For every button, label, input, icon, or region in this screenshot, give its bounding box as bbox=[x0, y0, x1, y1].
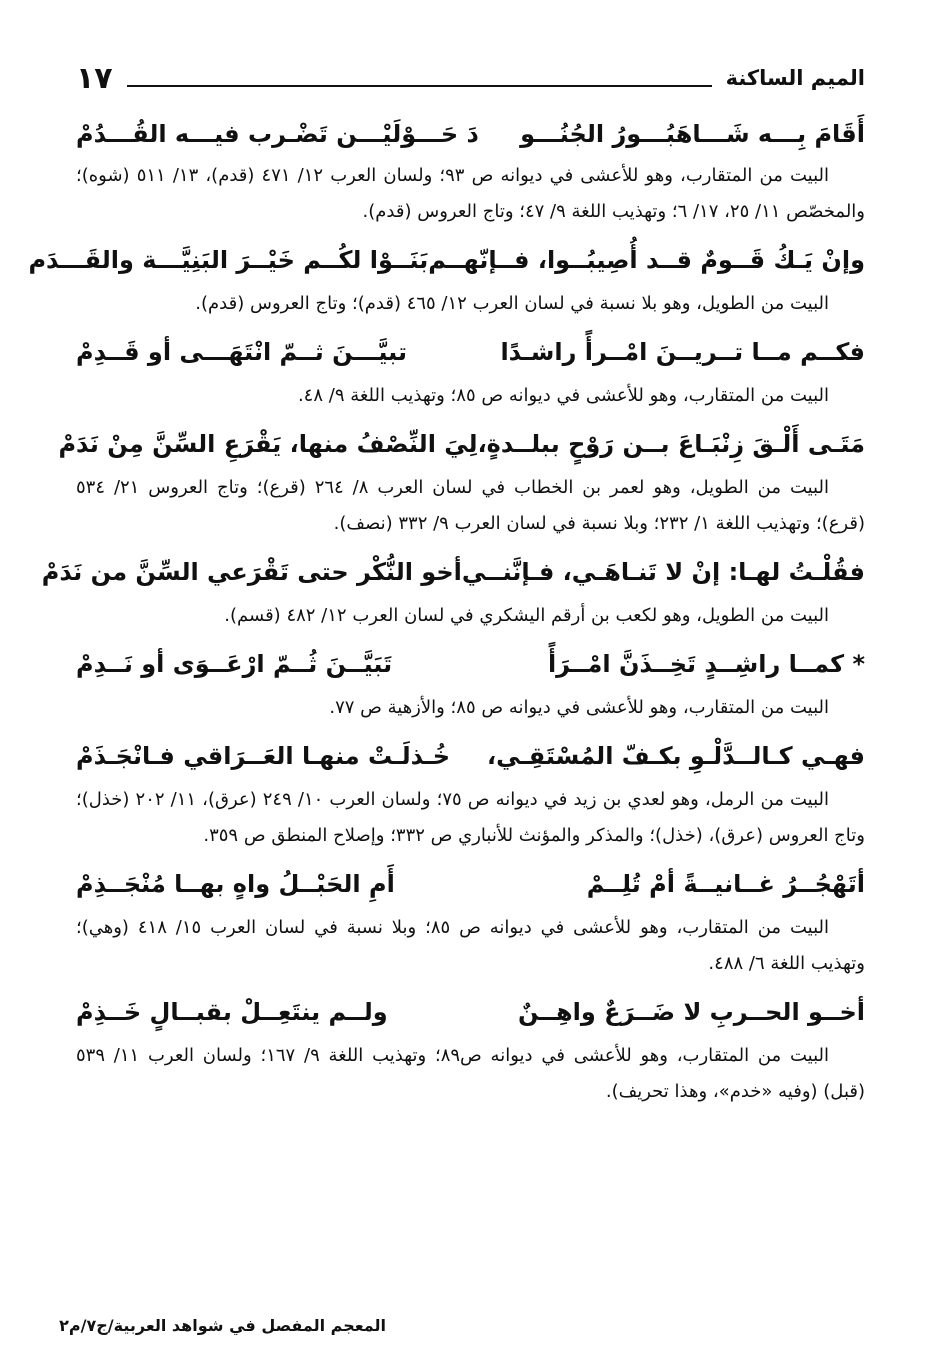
verse-entry-9 bbox=[76, 990, 865, 1110]
verse-line bbox=[76, 862, 865, 908]
verse-first-hemistich: * كمــا راشِــدٍ تَخِــذَنَّ امْــرَأً bbox=[547, 650, 865, 678]
verse-line bbox=[28, 238, 865, 284]
verse-note: البيت من الطويل، وهو لعمر بن الخطاب في لسان العرب ٨/ ٢٦٤ (قرع)؛ وتاج العروس ٢١/ ٥٣٤ (قرع)؛ وتهذيب اللغة ١/ ٢٣٢؛ وبلا نسبة في لسان العرب ٩/ ٣٣٢ (نصف). bbox=[76, 477, 865, 534]
verse-entry-3 bbox=[76, 330, 865, 414]
verse-first-hemistich: أخــو الحــربِ لا ضَــرَعٌ واهِــنٌ bbox=[518, 998, 865, 1026]
verse-line bbox=[76, 990, 865, 1036]
verse-note: البيت من المتقارب، وهو للأعشى في ديوانه ص٨٩؛ وتهذيب اللغة ٩/ ١٦٧؛ ولسان العرب ١١/ ٥٣٩ (قبل) (وفيه «خدم»، وهذا تحريف). bbox=[76, 1045, 865, 1102]
verse-first-hemistich: مَتَـى أَلْـقَ زِنْبَـاعَ بــن رَوْحٍ ببلــدةٍ، bbox=[477, 430, 865, 458]
page-number: ١٧ bbox=[76, 60, 113, 96]
verse-second-hemistich: أَمِ الحَبْــلُ واهٍ بهــا مُنْجَــذِمْ bbox=[76, 870, 395, 898]
verse-second-hemistich: بَنَــوْا لكُــم خَيْــرَ البَنِيَّـــة والقَـــدَم bbox=[28, 246, 429, 274]
verse-entry-7 bbox=[76, 734, 865, 854]
verse-line bbox=[76, 112, 865, 158]
verse-line bbox=[58, 422, 865, 468]
footer-signature: المعجم المفصل في شواهد العربية/ج٧/م٢ bbox=[59, 1316, 386, 1335]
verse-second-hemistich: تبيَّـــنَ ثــمّ انْتَهَـــى أو قَــدِمْ bbox=[76, 338, 407, 366]
verse-first-hemistich: أَقَامَ بِـــه شَـــاهَبُـــورُ الجُنُـــو bbox=[520, 120, 865, 148]
verse-second-hemistich: خُـذلَـتْ منهـا العَــرَاقي فـانْجَـذَمْ bbox=[76, 742, 451, 770]
verse-first-hemistich: فقُلْـتُ لهـا: إنْ لا تَنـاهَـي، فـإنَّنــي bbox=[461, 558, 865, 586]
verse-second-hemistich: دَ حَـــوْلَيْـــن تَضْـرب فيـــه القُـــدُمْ bbox=[76, 120, 479, 148]
verse-entry-1 bbox=[76, 112, 865, 230]
verse-note: البيت من المتقارب، وهو للأعشى في ديوانه ص ٩٣؛ ولسان العرب ١٢/ ٤٧١ (قدم)، ١٣/ ٥١١ (شوه)؛ والمخصّص ١١/ ٢٥، ١٧/ ٦؛ وتهذيب اللغة ٩/ ٤٧؛ وتاج العروس (قدم). bbox=[76, 165, 865, 222]
verse-second-hemistich: ولــم ينتَعِــلْ بقبــالٍ خَــذِمْ bbox=[76, 998, 388, 1026]
verse-note: البيت من الطويل، وهو بلا نسبة في لسان العرب ١٢/ ٤٦٥ (قدم)؛ وتاج العروس (قدم). bbox=[195, 293, 829, 314]
page-content bbox=[28, 112, 865, 1118]
verse-second-hemistich: تَبَيَّــنَ ثُــمّ ارْعَــوَى أو نَــدِمْ bbox=[76, 650, 393, 678]
verse-entry-4 bbox=[58, 422, 865, 542]
verse-note: البيت من المتقارب، وهو للأعشى في ديوانه ص ٨٥؛ والأزهية ص ٧٧. bbox=[329, 697, 829, 718]
verse-second-hemistich: لِيَ النِّصْفُ منها، يَقْرَعِ السِّنَّ مِنْ نَدَمْ bbox=[58, 430, 478, 458]
running-header bbox=[76, 58, 865, 98]
verse-entry-6 bbox=[76, 642, 865, 726]
verse-line bbox=[76, 330, 865, 376]
verse-entry-8 bbox=[76, 862, 865, 982]
verse-line bbox=[41, 550, 865, 596]
verse-entry-5 bbox=[41, 550, 865, 634]
verse-note: البيت من المتقارب، وهو للأعشى في ديوانه ص ٨٥؛ وبلا نسبة في لسان العرب ١٥/ ٤١٨ (وهي)؛ وتهذيب اللغة ٦/ ٤٨٨. bbox=[76, 917, 865, 974]
verse-second-hemistich: أخو النُّكْر حتى تَقْرَعي السِّنَّ من نَدَمْ bbox=[41, 558, 462, 586]
header-rule bbox=[127, 85, 712, 87]
verse-note: البيت من الرمل، وهو لعدي بن زيد في ديوانه ص ٧٥؛ ولسان العرب ١٠/ ٢٤٩ (عرق)، ١١/ ٢٠٢ (خذل)؛ وتاج العروس (عرق)، (خذل)؛ والمذكر والمؤنث للأنباري ص ٣٣٢؛ وإصلاح المنطق ص ٣٥٩. bbox=[76, 789, 865, 846]
verse-first-hemistich: وإنْ يَـكُ قَــومٌ قــد أُصِيبُــوا، فــإنّهــم bbox=[428, 246, 865, 274]
verse-line bbox=[76, 734, 865, 780]
section-title: الميم الساكنة bbox=[725, 66, 865, 90]
verse-entry-2 bbox=[28, 238, 865, 322]
verse-first-hemistich: أتَهْجُــرُ غــانيــةً أمْ تُلِــمْ bbox=[586, 870, 865, 898]
verse-line bbox=[76, 642, 865, 688]
verse-first-hemistich: فكــم مــا تــريــنَ امْــرأً راشـدًا bbox=[500, 338, 865, 366]
verse-note: البيت من المتقارب، وهو للأعشى في ديوانه ص ٨٥؛ وتهذيب اللغة ٩/ ٤٨. bbox=[297, 385, 829, 406]
verse-note: البيت من الطويل، وهو لكعب بن أرقم اليشكري في لسان العرب ١٢/ ٤٨٢ (قسم). bbox=[224, 605, 829, 626]
verse-first-hemistich: فهـي كـالــدَّلْـوِ بكـفّ المُسْتَقِـي، bbox=[487, 742, 865, 770]
